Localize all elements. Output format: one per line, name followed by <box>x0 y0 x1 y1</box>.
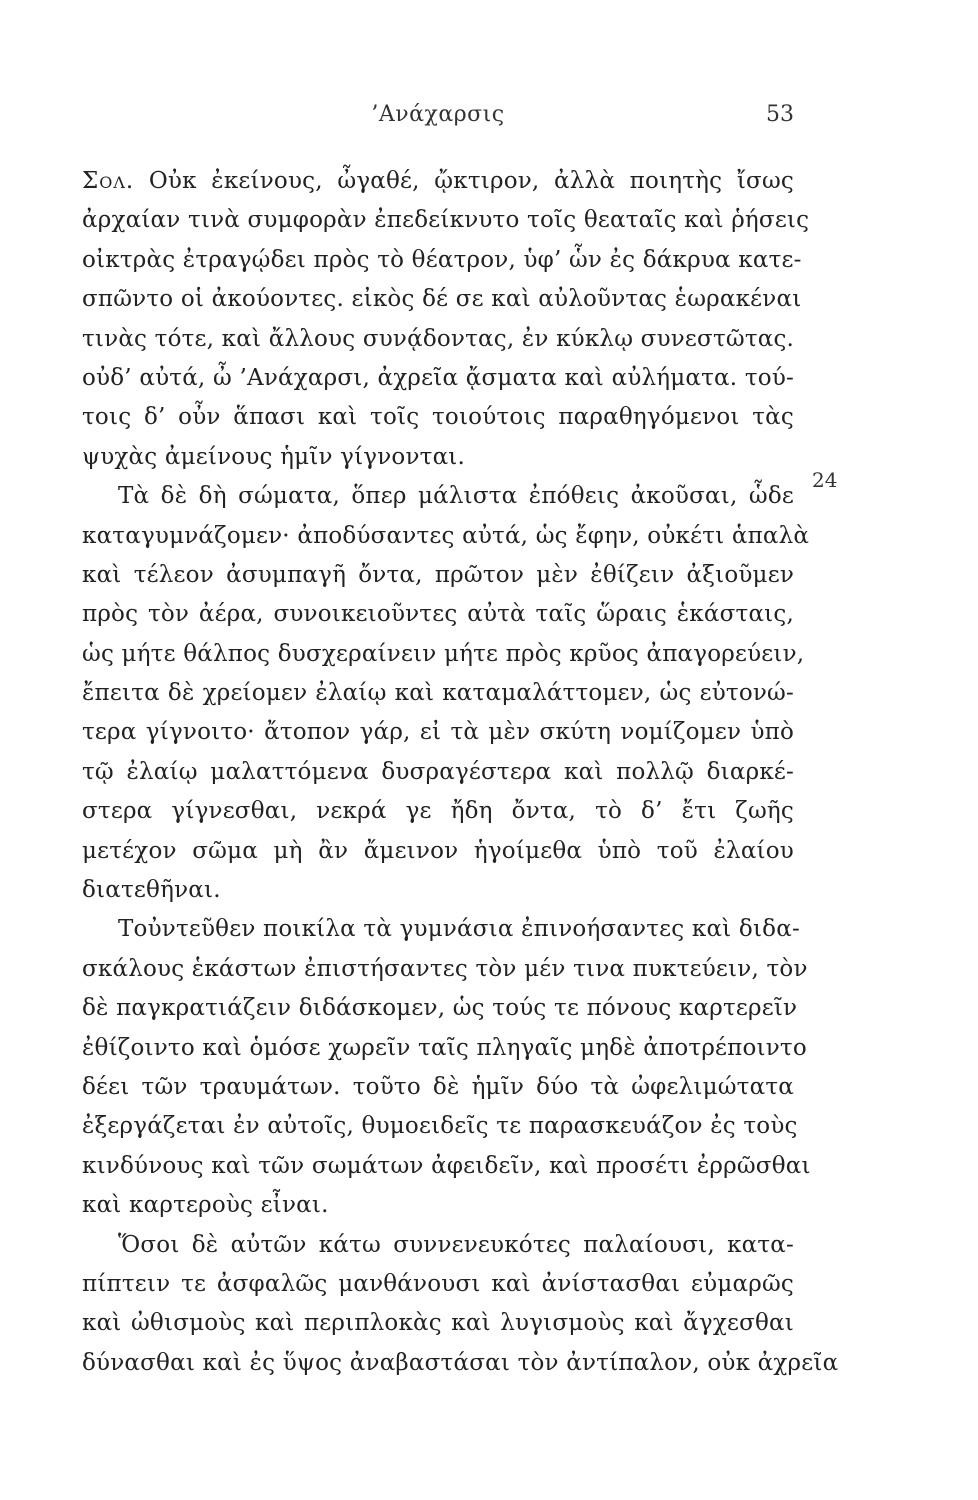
text-line: καὶ τέλεον ἀσυμπαγῆ ὄντα, πρῶτον μὲν ἐθίζειν ἀξιοῦμεν <box>82 561 794 588</box>
text-line: τοις δ’ οὖν ἅπασι καὶ τοῖς τοιούτοις παραθηγόμενοι τὰς <box>82 404 794 431</box>
text-line: ἐξεργάζεται ἐν αὐτοῖς, θυμοειδεῖς τε παρασκευάζον ἐς τοὺς <box>82 1113 798 1140</box>
running-title: ’Ανάχαρσις <box>371 102 505 127</box>
text-line: ψυχὰς ἀμείνους ἡμῖν γίγνονται. <box>82 443 466 470</box>
text-line <box>82 162 794 201</box>
text-line: δὲ παγκρατιάζειν διδάσκομεν, ὡς τούς τε πόνους καρτερεῖν <box>82 995 798 1022</box>
text-line: τινὰς τότε, καὶ ἄλλους συνᾴδοντας, ἐν κύκλῳ συνεστῶτας. <box>82 325 795 352</box>
text-line: μετέχον σῶμα μὴ ἂν ἄμεινον ἡγοίμεθα ὑπὸ τοῦ ἐλαίου <box>82 837 794 864</box>
text-line: οἰκτρὰς ἐτραγῴδει πρὸς τὸ θέατρον, ὑφ’ ὧν ἐς δάκρυα κατε- <box>82 246 802 273</box>
text-line: πρὸς τὸν ἀέρα, συνοικειοῦντες αὐτὰ ταῖς ὥραις ἑκάσταις, <box>82 601 794 628</box>
margin-section-number: 24 <box>812 468 838 492</box>
text-line: δέει τῶν τραυμάτων. τοῦτο δὲ ἡμῖν δύο τὰ ὠφελιμώτατα <box>82 1073 794 1100</box>
text-line: ἐθίζοιντο καὶ ὁμόσε χωρεῖν ταῖς πληγαῖς μηδὲ ἀποτρέποιντο <box>82 1034 807 1061</box>
text-line: Τὰ δὲ δὴ σώματα, ὅπερ μάλιστα ἐπόθεις ἀκοῦσαι, ὧδε <box>118 483 794 510</box>
text-line: πίπτειν τε ἀσφαλῶς μανθάνουσι καὶ ἀνίστασθαι εὐμαρῶς <box>82 1270 794 1297</box>
text-line: διατεθῆναι. <box>82 877 221 904</box>
text-line: σκάλους ἑκάστων ἐπιστήσαντες τὸν μέν τινα πυκτεύειν, τὸν <box>82 955 808 982</box>
text-line: οὐδ’ αὐτά, ὦ ’Ανάχαρσι, ἀχρεῖα ᾄσματα καὶ αὐλήματα. τού- <box>82 364 794 391</box>
text-line: ἔπειτα δὲ χρείομεν ἐλαίῳ καὶ καταμαλάττομεν, ὡς εὐτονώ- <box>82 680 794 707</box>
text-line: καὶ καρτεροὺς εἶναι. <box>82 1192 329 1219</box>
text-line: στερα γίγνεσθαι, νεκρά γε ἤδη ὄντα, τὸ δ’ ἔτι ζωῆς <box>82 798 794 825</box>
page-header <box>82 102 794 142</box>
text-line: δύνασθαι καὶ ἐς ὕψος ἀναβαστάσαι τὸν ἀντίπαλον, οὐκ ἀχρεῖα <box>82 1349 839 1376</box>
speaker-label: Σολ. <box>82 168 135 194</box>
text-line: σπῶντο οἱ ἀκούοντες. εἰκὸς δέ σε καὶ αὐλοῦντας ἑωρακέναι <box>82 286 802 313</box>
text-line: κινδύνους καὶ τῶν σωμάτων ἀφειδεῖν, καὶ προσέτι ἐρρῶσθαι <box>82 1152 811 1179</box>
text-line: ἀρχαίαν τινὰ συμφορὰν ἐπεδείκνυτο τοῖς θεαταῖς καὶ ῥήσεις <box>82 207 810 234</box>
text-line: Ὅσοι δὲ αὐτῶν κάτω συννενευκότες παλαίουσι, κατα- <box>118 1231 794 1258</box>
text-line: Τοὐντεῦθεν ποικίλα τὰ γυμνάσια ἐπινοήσαντες καὶ διδα- <box>118 916 800 943</box>
text-line: τερα γίγνοιτο· ἄτοπον γάρ, εἰ τὰ μὲν σκύτη νομίζομεν ὑπὸ <box>82 719 794 746</box>
text-line: τῷ ἐλαίῳ μαλαττόμενα δυσραγέστερα καὶ πολλῷ διαρκέ- <box>82 758 794 785</box>
text-line: καταγυμνάζομεν· ἀποδύσαντες αὐτά, ὡς ἔφην, οὐκέτι ἁπαλὰ <box>82 522 810 549</box>
text-line-content: Οὐκ ἐκείνους, ὦγαθέ, ᾤκτιρον, ἀλλὰ ποιητὴς ἴσως <box>148 168 794 194</box>
page-number: 53 <box>766 102 794 127</box>
text-line: καὶ ὠθισμοὺς καὶ περιπλοκὰς καὶ λυγισμοὺς καὶ ἄγχεσθαι <box>82 1310 794 1337</box>
text-line: ὡς μήτε θάλπος δυσχεραίνειν μήτε πρὸς κρῦος ἀπαγορεύειν, <box>82 640 805 667</box>
